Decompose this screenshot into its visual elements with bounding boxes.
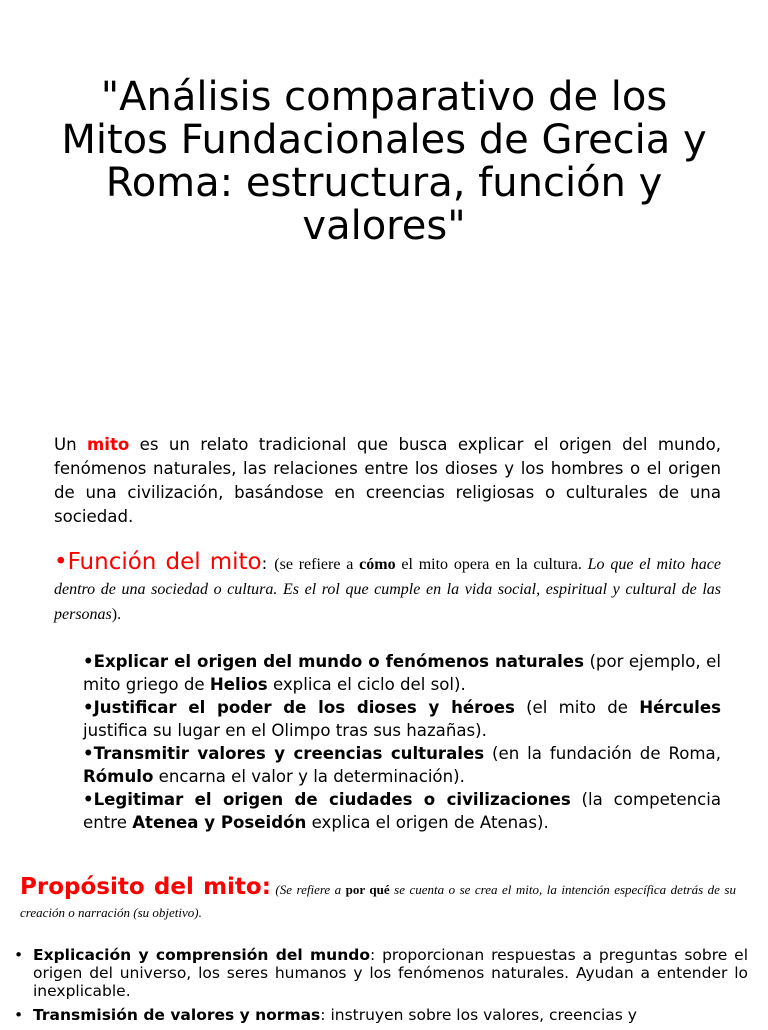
item-text: : proporcionan respuestas a preguntas sobre el origen del universo, los seres humanos y los fenómenos naturales. Ayudan a entender lo inexplicable. [33, 946, 748, 1000]
funcion-heading: •Función del mito [54, 549, 262, 575]
item-bold-name: Rómulo [83, 767, 154, 786]
item-text: : instruyen sobre los valores, creencias y [320, 1006, 637, 1024]
item-text: (el mito de [514, 698, 640, 717]
list-item [83, 696, 721, 742]
item-bold: •Justificar el poder de los dioses y héroes [83, 698, 515, 717]
list-item [14, 1006, 748, 1024]
item-bold: •Legitimar el origen de ciudades o civilizaciones [83, 790, 571, 809]
funcion-colon: : [261, 554, 275, 573]
funcion-list [83, 650, 721, 834]
item-text-end: encarna el valor y la determinación). [153, 767, 465, 786]
item-text: (por ejemplo, el mito griego de [83, 652, 721, 694]
funcion-note-b: el mito opera en la cultura. [395, 556, 588, 573]
item-bold: Transmisión de valores y normas [33, 1006, 321, 1024]
item-bold-name: Atenea y Poseidón [132, 813, 307, 832]
list-item [14, 946, 748, 1000]
list-item [83, 650, 721, 696]
funcion-note-a: (se refiere a [274, 556, 360, 573]
item-text-end: explica el ciclo del sol). [267, 675, 466, 694]
bullet-icon: • [14, 1006, 24, 1024]
funcion-note-italic: Lo que el mito hace dentro de una sociedad o cultura. Es el rol que cumple en la vida social, espiritual y cultural de las personas [54, 556, 721, 623]
item-bold: •Explicar el origen del mundo o fenómenos naturales [83, 652, 584, 671]
item-text: (en la fundación de Roma, [484, 744, 721, 763]
proposito-note-a: (Se refiere a [270, 882, 346, 897]
mito-keyword: mito [87, 435, 130, 454]
item-bold: Explicación y comprensión del mundo [33, 946, 370, 964]
proposito-heading: Propósito del mito: [20, 874, 271, 900]
item-bold-name: Hércules [639, 698, 721, 717]
item-text: (la competencia entre [83, 790, 721, 832]
intro-prefix: Un [54, 435, 88, 454]
funcion-section [54, 550, 721, 627]
proposito-list [14, 946, 748, 1030]
proposito-section [20, 876, 736, 924]
item-bold-name: Helios [209, 675, 268, 694]
list-item [83, 742, 721, 788]
intro-text: es un relato tradicional que busca explicar el origen del mundo, fenómenos naturales, las relaciones entre los dioses y los hombres o el origen de una civilización, basándose en creencias religiosas o culturales de una sociedad. [54, 435, 721, 526]
list-item [83, 788, 721, 834]
proposito-note-bold: por qué [345, 882, 390, 897]
mito-definition [54, 433, 721, 529]
funcion-note-bold: cómo [359, 556, 396, 573]
funcion-note-end: ). [111, 606, 122, 623]
proposito-note-b: se cuenta o se crea el mito, la intención específica detrás de su creación o narración (su objetivo). [20, 882, 736, 920]
bullet-icon: • [14, 946, 24, 964]
page-title: "Análisis comparativo de los Mitos Fundacionales de Grecia y Roma: estructura, función y valores" [61, 74, 707, 249]
item-bold: •Transmitir valores y creencias culturales [83, 744, 485, 763]
item-text-end: explica el origen de Atenas). [306, 813, 549, 832]
item-text-end: justifica su lugar en el Olimpo tras sus hazañas). [83, 721, 487, 740]
